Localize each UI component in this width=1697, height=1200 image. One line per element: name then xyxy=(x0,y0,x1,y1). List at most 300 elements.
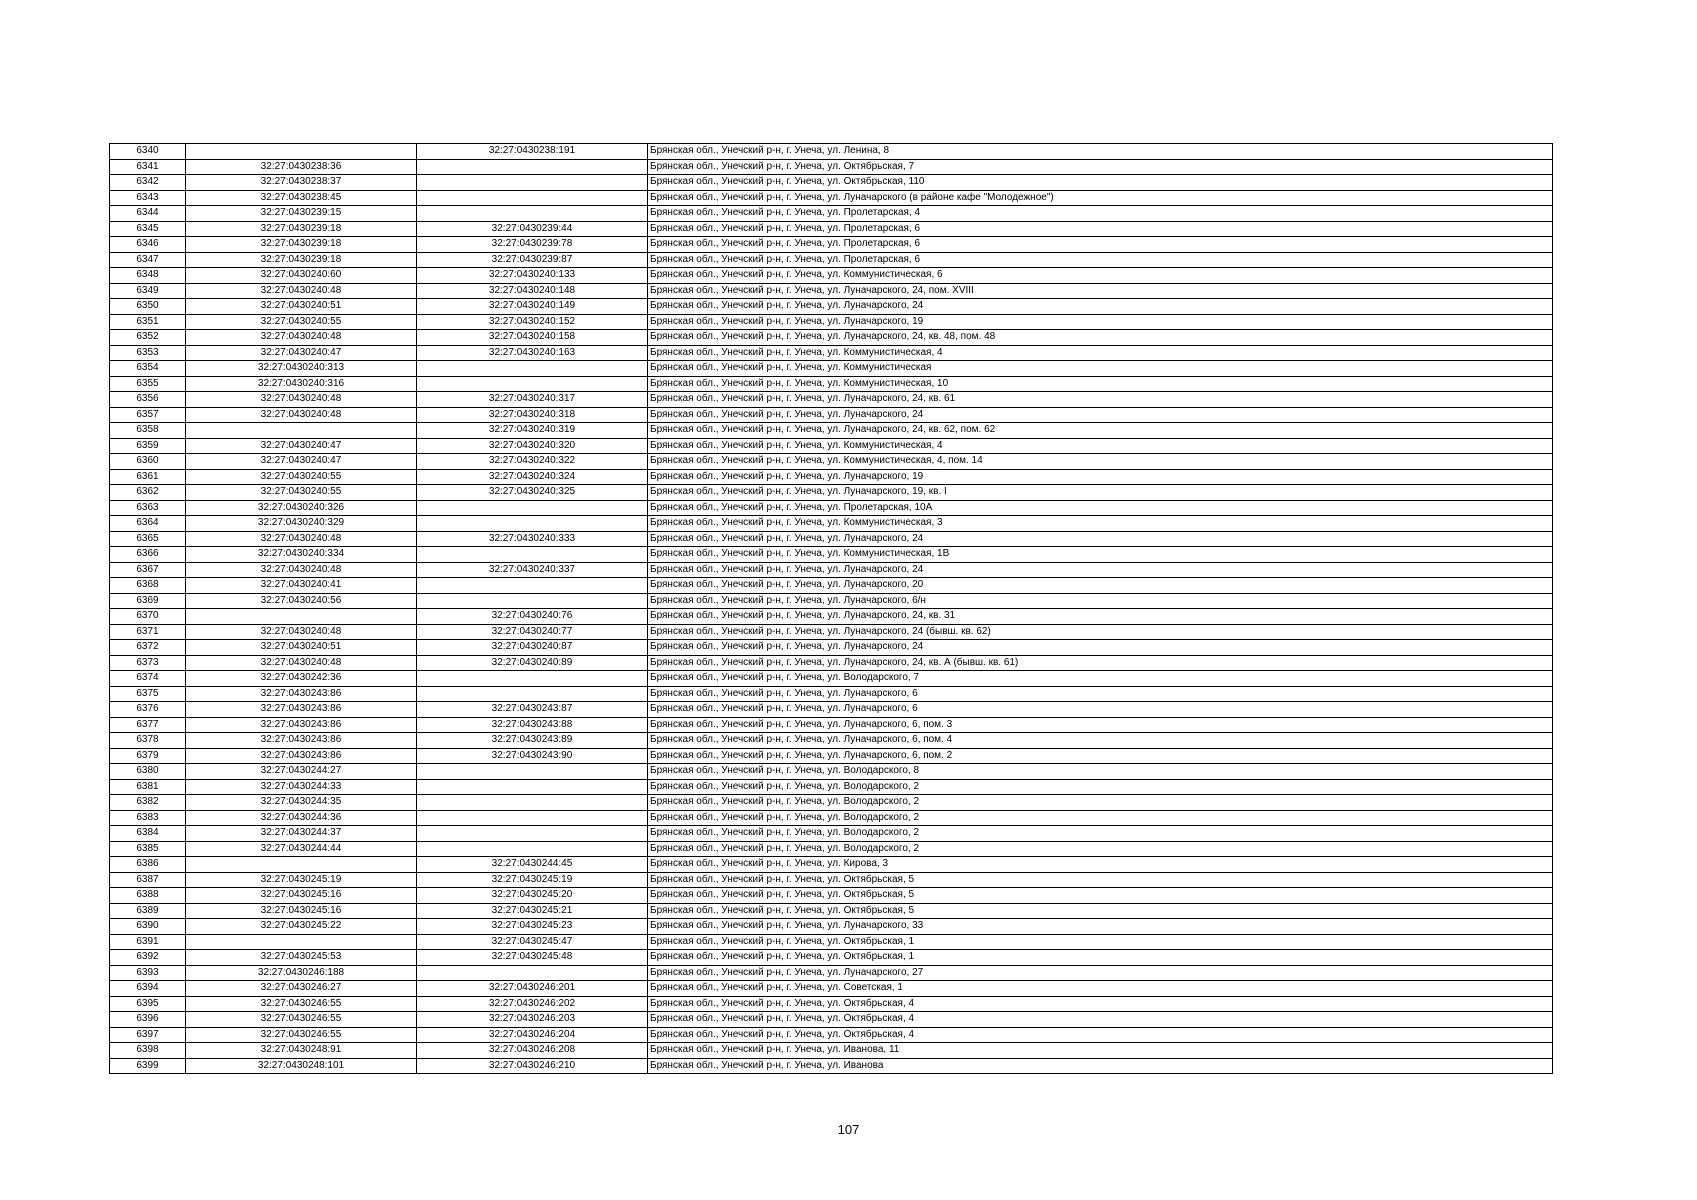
table-row xyxy=(110,1012,1553,1028)
address-cell: Брянская обл., Унечский р-н, г. Унеча, ул. Луначарского, 24, пом. XVIII xyxy=(648,283,1553,299)
cadastral-number-cell: 32:27:0430244:33 xyxy=(186,779,417,795)
cadastral-number-cell: 32:27:0430239:18 xyxy=(186,237,417,253)
cadastral-number-cell: 32:27:0430239:15 xyxy=(186,206,417,222)
table-row xyxy=(110,624,1553,640)
object-cadastral-number-cell xyxy=(417,764,648,780)
table-row xyxy=(110,206,1553,222)
row-number-cell: 6389 xyxy=(110,903,186,919)
object-cadastral-number-cell: 32:27:0430240:163 xyxy=(417,345,648,361)
object-cadastral-number-cell xyxy=(417,516,648,532)
cadastral-number-cell: 32:27:0430243:86 xyxy=(186,686,417,702)
row-number-cell: 6352 xyxy=(110,330,186,346)
object-cadastral-number-cell xyxy=(417,671,648,687)
row-number-cell: 6359 xyxy=(110,438,186,454)
object-cadastral-number-cell: 32:27:0430240:77 xyxy=(417,624,648,640)
row-number-cell: 6383 xyxy=(110,810,186,826)
address-cell: Брянская обл., Унечский р-н, г. Унеча, ул. Пролетарская, 4 xyxy=(648,206,1553,222)
row-number-cell: 6391 xyxy=(110,934,186,950)
row-number-cell: 6398 xyxy=(110,1043,186,1059)
address-cell: Брянская обл., Унечский р-н, г. Унеча, ул. Октябрьская, 1 xyxy=(648,934,1553,950)
address-cell: Брянская обл., Унечский р-н, г. Унеча, ул. Октябрьская, 5 xyxy=(648,872,1553,888)
address-cell: Брянская обл., Унечский р-н, г. Унеча, ул. Луначарского, 24, кв. А (бывш. кв. 61) xyxy=(648,655,1553,671)
object-cadastral-number-cell: 32:27:0430243:89 xyxy=(417,733,648,749)
cadastral-number-cell: 32:27:0430243:86 xyxy=(186,748,417,764)
address-cell: Брянская обл., Унечский р-н, г. Унеча, ул. Володарского, 2 xyxy=(648,779,1553,795)
cadastral-number-cell: 32:27:0430238:45 xyxy=(186,190,417,206)
table-row xyxy=(110,562,1553,578)
row-number-cell: 6376 xyxy=(110,702,186,718)
cadastral-number-cell: 32:27:0430240:51 xyxy=(186,299,417,315)
object-cadastral-number-cell: 32:27:0430240:87 xyxy=(417,640,648,656)
address-cell: Брянская обл., Унечский р-н, г. Унеча, ул. Пролетарская, 10А xyxy=(648,500,1553,516)
row-number-cell: 6350 xyxy=(110,299,186,315)
table-row xyxy=(110,795,1553,811)
table-row xyxy=(110,268,1553,284)
address-cell: Брянская обл., Унечский р-н, г. Унеча, ул. Октябрьская, 1 xyxy=(648,950,1553,966)
address-cell: Брянская обл., Унечский р-н, г. Унеча, ул. Октябрьская, 7 xyxy=(648,159,1553,175)
row-number-cell: 6381 xyxy=(110,779,186,795)
object-cadastral-number-cell xyxy=(417,578,648,594)
row-number-cell: 6384 xyxy=(110,826,186,842)
object-cadastral-number-cell: 32:27:0430246:202 xyxy=(417,996,648,1012)
address-cell: Брянская обл., Унечский р-н, г. Унеча, ул. Луначарского, 19, кв. I xyxy=(648,485,1553,501)
object-cadastral-number-cell: 32:27:0430240:322 xyxy=(417,454,648,470)
object-cadastral-number-cell: 32:27:0430245:21 xyxy=(417,903,648,919)
table-row xyxy=(110,593,1553,609)
row-number-cell: 6394 xyxy=(110,981,186,997)
cadastral-number-cell: 32:27:0430240:51 xyxy=(186,640,417,656)
cadastral-number-cell: 32:27:0430240:326 xyxy=(186,500,417,516)
address-cell: Брянская обл., Унечский р-н, г. Унеча, ул. Коммунистическая, 4 xyxy=(648,345,1553,361)
address-cell: Брянская обл., Унечский р-н, г. Унеча, ул. Октябрьская, 5 xyxy=(648,888,1553,904)
object-cadastral-number-cell xyxy=(417,593,648,609)
object-cadastral-number-cell: 32:27:0430240:318 xyxy=(417,407,648,423)
cadastral-number-cell: 32:27:0430240:313 xyxy=(186,361,417,377)
object-cadastral-number-cell: 32:27:0430246:203 xyxy=(417,1012,648,1028)
table-row xyxy=(110,221,1553,237)
row-number-cell: 6344 xyxy=(110,206,186,222)
object-cadastral-number-cell xyxy=(417,361,648,377)
cadastral-number-cell: 32:27:0430240:47 xyxy=(186,454,417,470)
address-cell: Брянская обл., Унечский р-н, г. Унеча, ул. Пролетарская, 6 xyxy=(648,237,1553,253)
row-number-cell: 6340 xyxy=(110,144,186,160)
table-row xyxy=(110,314,1553,330)
row-number-cell: 6399 xyxy=(110,1058,186,1074)
table-row xyxy=(110,438,1553,454)
address-cell: Брянская обл., Унечский р-н, г. Унеча, ул. Кирова, 3 xyxy=(648,857,1553,873)
object-cadastral-number-cell: 32:27:0430244:45 xyxy=(417,857,648,873)
object-cadastral-number-cell: 32:27:0430243:87 xyxy=(417,702,648,718)
cadastral-number-cell: 32:27:0430246:55 xyxy=(186,1027,417,1043)
table-row xyxy=(110,237,1553,253)
object-cadastral-number-cell xyxy=(417,826,648,842)
cadastral-number-cell: 32:27:0430244:27 xyxy=(186,764,417,780)
cadastral-number-cell: 32:27:0430245:16 xyxy=(186,903,417,919)
address-cell: Брянская обл., Унечский р-н, г. Унеча, ул. Луначарского, 20 xyxy=(648,578,1553,594)
table-row xyxy=(110,175,1553,191)
table-row xyxy=(110,1058,1553,1074)
address-cell: Брянская обл., Унечский р-н, г. Унеча, ул. Луначарского, 24, кв. 48, пом. 48 xyxy=(648,330,1553,346)
row-number-cell: 6377 xyxy=(110,717,186,733)
cadastral-number-cell: 32:27:0430243:86 xyxy=(186,733,417,749)
table-row xyxy=(110,810,1553,826)
address-cell: Брянская обл., Унечский р-н, г. Унеча, ул. Луначарского, 6, пом. 3 xyxy=(648,717,1553,733)
object-cadastral-number-cell: 32:27:0430240:320 xyxy=(417,438,648,454)
table-row xyxy=(110,345,1553,361)
row-number-cell: 6386 xyxy=(110,857,186,873)
table-row xyxy=(110,516,1553,532)
cadastral-number-cell: 32:27:0430245:19 xyxy=(186,872,417,888)
row-number-cell: 6347 xyxy=(110,252,186,268)
object-cadastral-number-cell xyxy=(417,376,648,392)
cadastral-number-cell: 32:27:0430240:48 xyxy=(186,562,417,578)
cadastral-number-cell xyxy=(186,144,417,160)
cadastral-number-cell xyxy=(186,609,417,625)
object-cadastral-number-cell: 32:27:0430240:333 xyxy=(417,531,648,547)
object-cadastral-number-cell: 32:27:0430240:89 xyxy=(417,655,648,671)
row-number-cell: 6387 xyxy=(110,872,186,888)
address-cell: Брянская обл., Унечский р-н, г. Унеча, ул. Пролетарская, 6 xyxy=(648,221,1553,237)
cadastral-number-cell: 32:27:0430245:22 xyxy=(186,919,417,935)
row-number-cell: 6361 xyxy=(110,469,186,485)
address-cell: Брянская обл., Унечский р-н, г. Унеча, ул. Луначарского, 24 xyxy=(648,531,1553,547)
table-row xyxy=(110,361,1553,377)
object-cadastral-number-cell: 32:27:0430239:44 xyxy=(417,221,648,237)
address-cell: Брянская обл., Унечский р-н, г. Унеча, ул. Луначарского, 6 xyxy=(648,702,1553,718)
row-number-cell: 6379 xyxy=(110,748,186,764)
table-row xyxy=(110,407,1553,423)
cadastral-number-cell: 32:27:0430246:188 xyxy=(186,965,417,981)
object-cadastral-number-cell: 32:27:0430245:23 xyxy=(417,919,648,935)
row-number-cell: 6373 xyxy=(110,655,186,671)
address-cell: Брянская обл., Унечский р-н, г. Унеча, ул. Пролетарская, 6 xyxy=(648,252,1553,268)
object-cadastral-number-cell: 32:27:0430240:337 xyxy=(417,562,648,578)
table-row xyxy=(110,733,1553,749)
cadastral-number-cell: 32:27:0430240:329 xyxy=(186,516,417,532)
cadastral-number-cell: 32:27:0430239:18 xyxy=(186,221,417,237)
cadastral-number-cell: 32:27:0430240:48 xyxy=(186,283,417,299)
table-row xyxy=(110,578,1553,594)
object-cadastral-number-cell: 32:27:0430239:87 xyxy=(417,252,648,268)
object-cadastral-number-cell xyxy=(417,965,648,981)
table-row xyxy=(110,283,1553,299)
cadastral-number-cell: 32:27:0430240:48 xyxy=(186,330,417,346)
table-row xyxy=(110,857,1553,873)
address-cell: Брянская обл., Унечский р-н, г. Унеча, ул. Луначарского, 24 (бывш. кв. 62) xyxy=(648,624,1553,640)
table-row xyxy=(110,252,1553,268)
cadastral-number-cell: 32:27:0430242:36 xyxy=(186,671,417,687)
cadastral-number-cell: 32:27:0430240:48 xyxy=(186,531,417,547)
cadastral-number-cell: 32:27:0430240:60 xyxy=(186,268,417,284)
row-number-cell: 6353 xyxy=(110,345,186,361)
row-number-cell: 6374 xyxy=(110,671,186,687)
row-number-cell: 6345 xyxy=(110,221,186,237)
table-row xyxy=(110,934,1553,950)
row-number-cell: 6357 xyxy=(110,407,186,423)
table-row xyxy=(110,686,1553,702)
row-number-cell: 6354 xyxy=(110,361,186,377)
table-row xyxy=(110,996,1553,1012)
table-row xyxy=(110,826,1553,842)
address-cell: Брянская обл., Унечский р-н, г. Унеча, ул. Октябрьская, 5 xyxy=(648,903,1553,919)
cadastral-number-cell: 32:27:0430244:36 xyxy=(186,810,417,826)
address-cell: Брянская обл., Унечский р-н, г. Унеча, ул. Луначарского, 6/н xyxy=(648,593,1553,609)
object-cadastral-number-cell: 32:27:0430240:148 xyxy=(417,283,648,299)
address-cell: Брянская обл., Унечский р-н, г. Унеча, ул. Октябрьская, 4 xyxy=(648,1012,1553,1028)
row-number-cell: 6348 xyxy=(110,268,186,284)
cadastral-number-cell: 32:27:0430240:55 xyxy=(186,485,417,501)
row-number-cell: 6364 xyxy=(110,516,186,532)
table-row xyxy=(110,609,1553,625)
cadastral-number-cell: 32:27:0430246:55 xyxy=(186,996,417,1012)
object-cadastral-number-cell: 32:27:0430243:90 xyxy=(417,748,648,764)
row-number-cell: 6375 xyxy=(110,686,186,702)
table-row xyxy=(110,144,1553,160)
address-cell: Брянская обл., Унечский р-н, г. Унеча, ул. Луначарского, 19 xyxy=(648,314,1553,330)
address-cell: Брянская обл., Унечский р-н, г. Унеча, ул. Луначарского, 24, кв. 31 xyxy=(648,609,1553,625)
address-cell: Брянская обл., Унечский р-н, г. Унеча, ул. Луначарского, 6 xyxy=(648,686,1553,702)
object-cadastral-number-cell xyxy=(417,810,648,826)
object-cadastral-number-cell: 32:27:0430243:88 xyxy=(417,717,648,733)
object-cadastral-number-cell xyxy=(417,190,648,206)
row-number-cell: 6363 xyxy=(110,500,186,516)
cadastral-number-cell: 32:27:0430243:86 xyxy=(186,717,417,733)
object-cadastral-number-cell: 32:27:0430240:317 xyxy=(417,392,648,408)
table-row xyxy=(110,190,1553,206)
table-row xyxy=(110,500,1553,516)
cadastral-number-cell: 32:27:0430240:48 xyxy=(186,392,417,408)
address-cell: Брянская обл., Унечский р-н, г. Унеча, ул. Луначарского, 33 xyxy=(648,919,1553,935)
row-number-cell: 6372 xyxy=(110,640,186,656)
address-cell: Брянская обл., Унечский р-н, г. Унеча, ул. Володарского, 2 xyxy=(648,841,1553,857)
row-number-cell: 6367 xyxy=(110,562,186,578)
table-row xyxy=(110,640,1553,656)
table-row xyxy=(110,1043,1553,1059)
object-cadastral-number-cell: 32:27:0430246:201 xyxy=(417,981,648,997)
address-cell: Брянская обл., Унечский р-н, г. Унеча, ул. Володарского, 2 xyxy=(648,795,1553,811)
object-cadastral-number-cell: 32:27:0430240:158 xyxy=(417,330,648,346)
table-row xyxy=(110,981,1553,997)
object-cadastral-number-cell: 32:27:0430238:191 xyxy=(417,144,648,160)
cadastral-number-cell: 32:27:0430240:48 xyxy=(186,655,417,671)
row-number-cell: 6346 xyxy=(110,237,186,253)
table-row xyxy=(110,702,1553,718)
cadastral-number-cell xyxy=(186,934,417,950)
cadastral-number-cell: 32:27:0430244:44 xyxy=(186,841,417,857)
table-row xyxy=(110,903,1553,919)
row-number-cell: 6396 xyxy=(110,1012,186,1028)
cadastral-number-cell: 32:27:0430240:41 xyxy=(186,578,417,594)
cadastral-number-cell: 32:27:0430240:48 xyxy=(186,407,417,423)
row-number-cell: 6371 xyxy=(110,624,186,640)
address-cell: Брянская обл., Унечский р-н, г. Унеча, ул. Луначарского, 27 xyxy=(648,965,1553,981)
address-cell: Брянская обл., Унечский р-н, г. Унеча, ул. Луначарского, 24 xyxy=(648,299,1553,315)
row-number-cell: 6395 xyxy=(110,996,186,1012)
row-number-cell: 6382 xyxy=(110,795,186,811)
row-number-cell: 6355 xyxy=(110,376,186,392)
cadastral-number-cell: 32:27:0430248:91 xyxy=(186,1043,417,1059)
cadastral-number-cell: 32:27:0430239:18 xyxy=(186,252,417,268)
address-cell: Брянская обл., Унечский р-н, г. Унеча, ул. Октябрьская, 4 xyxy=(648,1027,1553,1043)
cadastral-number-cell: 32:27:0430245:53 xyxy=(186,950,417,966)
table-row xyxy=(110,330,1553,346)
registry-table-body xyxy=(110,144,1553,1074)
row-number-cell: 6343 xyxy=(110,190,186,206)
address-cell: Брянская обл., Унечский р-н, г. Унеча, ул. Коммунистическая, 6 xyxy=(648,268,1553,284)
table-row xyxy=(110,872,1553,888)
cadastral-number-cell xyxy=(186,857,417,873)
address-cell: Брянская обл., Унечский р-н, г. Унеча, ул. Октябрьская, 4 xyxy=(648,996,1553,1012)
table-row xyxy=(110,423,1553,439)
table-row xyxy=(110,655,1553,671)
object-cadastral-number-cell xyxy=(417,686,648,702)
row-number-cell: 6341 xyxy=(110,159,186,175)
address-cell: Брянская обл., Унечский р-н, г. Унеча, ул. Володарского, 2 xyxy=(648,826,1553,842)
address-cell: Брянская обл., Унечский р-н, г. Унеча, ул. Коммунистическая, 4 xyxy=(648,438,1553,454)
table-row xyxy=(110,888,1553,904)
object-cadastral-number-cell: 32:27:0430240:319 xyxy=(417,423,648,439)
cadastral-number-cell: 32:27:0430245:16 xyxy=(186,888,417,904)
row-number-cell: 6362 xyxy=(110,485,186,501)
address-cell: Брянская обл., Унечский р-н, г. Унеча, ул. Коммунистическая, 10 xyxy=(648,376,1553,392)
object-cadastral-number-cell: 32:27:0430240:325 xyxy=(417,485,648,501)
row-number-cell: 6378 xyxy=(110,733,186,749)
cadastral-number-cell: 32:27:0430246:55 xyxy=(186,1012,417,1028)
address-cell: Брянская обл., Унечский р-н, г. Унеча, ул. Луначарского, 19 xyxy=(648,469,1553,485)
cadastral-number-cell: 32:27:0430243:86 xyxy=(186,702,417,718)
address-cell: Брянская обл., Унечский р-н, г. Унеча, ул. Володарского, 8 xyxy=(648,764,1553,780)
address-cell: Брянская обл., Унечский р-н, г. Унеча, ул. Володарского, 7 xyxy=(648,671,1553,687)
cadastral-number-cell: 32:27:0430248:101 xyxy=(186,1058,417,1074)
cadastral-number-cell: 32:27:0430240:55 xyxy=(186,469,417,485)
cadastral-number-cell: 32:27:0430240:47 xyxy=(186,345,417,361)
table-row xyxy=(110,376,1553,392)
registry-table xyxy=(109,143,1553,1074)
table-row xyxy=(110,965,1553,981)
cadastral-number-cell: 32:27:0430246:27 xyxy=(186,981,417,997)
address-cell: Брянская обл., Унечский р-н, г. Унеча, ул. Луначарского, 6, пом. 2 xyxy=(648,748,1553,764)
row-number-cell: 6356 xyxy=(110,392,186,408)
row-number-cell: 6365 xyxy=(110,531,186,547)
object-cadastral-number-cell: 32:27:0430246:208 xyxy=(417,1043,648,1059)
address-cell: Брянская обл., Унечский р-н, г. Унеча, ул. Иванова xyxy=(648,1058,1553,1074)
object-cadastral-number-cell: 32:27:0430240:324 xyxy=(417,469,648,485)
address-cell: Брянская обл., Унечский р-н, г. Унеча, ул. Луначарского, 24, кв. 62, пом. 62 xyxy=(648,423,1553,439)
object-cadastral-number-cell xyxy=(417,841,648,857)
row-number-cell: 6351 xyxy=(110,314,186,330)
address-cell: Брянская обл., Унечский р-н, г. Унеча, ул. Володарского, 2 xyxy=(648,810,1553,826)
object-cadastral-number-cell xyxy=(417,779,648,795)
cadastral-number-cell: 32:27:0430244:37 xyxy=(186,826,417,842)
row-number-cell: 6390 xyxy=(110,919,186,935)
row-number-cell: 6366 xyxy=(110,547,186,563)
cadastral-number-cell: 32:27:0430240:48 xyxy=(186,624,417,640)
cadastral-number-cell: 32:27:0430240:55 xyxy=(186,314,417,330)
cadastral-number-cell: 32:27:0430238:36 xyxy=(186,159,417,175)
object-cadastral-number-cell: 32:27:0430245:48 xyxy=(417,950,648,966)
address-cell: Брянская обл., Унечский р-н, г. Унеча, ул. Октябрьская, 110 xyxy=(648,175,1553,191)
table-row xyxy=(110,485,1553,501)
object-cadastral-number-cell: 32:27:0430240:76 xyxy=(417,609,648,625)
table-row xyxy=(110,671,1553,687)
address-cell: Брянская обл., Унечский р-н, г. Унеча, ул. Луначарского, 24 xyxy=(648,407,1553,423)
address-cell: Брянская обл., Унечский р-н, г. Унеча, ул. Ленина, 8 xyxy=(648,144,1553,160)
table-row xyxy=(110,919,1553,935)
object-cadastral-number-cell: 32:27:0430246:204 xyxy=(417,1027,648,1043)
table-row xyxy=(110,159,1553,175)
table-row xyxy=(110,779,1553,795)
table-row xyxy=(110,841,1553,857)
table-row xyxy=(110,764,1553,780)
table-row xyxy=(110,454,1553,470)
table-row xyxy=(110,392,1553,408)
cadastral-number-cell: 32:27:0430240:334 xyxy=(186,547,417,563)
object-cadastral-number-cell xyxy=(417,159,648,175)
object-cadastral-number-cell xyxy=(417,206,648,222)
address-cell: Брянская обл., Унечский р-н, г. Унеча, ул. Иванова, 11 xyxy=(648,1043,1553,1059)
object-cadastral-number-cell: 32:27:0430245:20 xyxy=(417,888,648,904)
row-number-cell: 6385 xyxy=(110,841,186,857)
cadastral-number-cell: 32:27:0430244:35 xyxy=(186,795,417,811)
row-number-cell: 6388 xyxy=(110,888,186,904)
cadastral-number-cell: 32:27:0430240:316 xyxy=(186,376,417,392)
row-number-cell: 6397 xyxy=(110,1027,186,1043)
page-number: 107 xyxy=(837,1122,860,1137)
table-row xyxy=(110,299,1553,315)
object-cadastral-number-cell: 32:27:0430245:47 xyxy=(417,934,648,950)
object-cadastral-number-cell: 32:27:0430246:210 xyxy=(417,1058,648,1074)
cadastral-number-cell: 32:27:0430240:56 xyxy=(186,593,417,609)
table-row xyxy=(110,1027,1553,1043)
object-cadastral-number-cell: 32:27:0430240:152 xyxy=(417,314,648,330)
address-cell: Брянская обл., Унечский р-н, г. Унеча, ул. Луначарского, 6, пом. 4 xyxy=(648,733,1553,749)
table-row xyxy=(110,717,1553,733)
address-cell: Брянская обл., Унечский р-н, г. Унеча, ул. Советская, 1 xyxy=(648,981,1553,997)
object-cadastral-number-cell: 32:27:0430240:133 xyxy=(417,268,648,284)
object-cadastral-number-cell: 32:27:0430245:19 xyxy=(417,872,648,888)
row-number-cell: 6349 xyxy=(110,283,186,299)
address-cell: Брянская обл., Унечский р-н, г. Унеча, ул. Коммунистическая, 4, пом. 14 xyxy=(648,454,1553,470)
row-number-cell: 6393 xyxy=(110,965,186,981)
cadastral-number-cell xyxy=(186,423,417,439)
row-number-cell: 6358 xyxy=(110,423,186,439)
address-cell: Брянская обл., Унечский р-н, г. Унеча, ул. Луначарского, 24, кв. 61 xyxy=(648,392,1553,408)
object-cadastral-number-cell xyxy=(417,175,648,191)
table-row xyxy=(110,950,1553,966)
row-number-cell: 6369 xyxy=(110,593,186,609)
row-number-cell: 6360 xyxy=(110,454,186,470)
cadastral-number-cell: 32:27:0430238:37 xyxy=(186,175,417,191)
row-number-cell: 6392 xyxy=(110,950,186,966)
row-number-cell: 6370 xyxy=(110,609,186,625)
table-row xyxy=(110,547,1553,563)
row-number-cell: 6342 xyxy=(110,175,186,191)
cadastral-number-cell: 32:27:0430240:47 xyxy=(186,438,417,454)
address-cell: Брянская обл., Унечский р-н, г. Унеча, ул. Коммунистическая, 3 xyxy=(648,516,1553,532)
table-row xyxy=(110,469,1553,485)
row-number-cell: 6380 xyxy=(110,764,186,780)
address-cell: Брянская обл., Унечский р-н, г. Унеча, ул. Коммунистическая, 1В xyxy=(648,547,1553,563)
address-cell: Брянская обл., Унечский р-н, г. Унеча, ул. Коммунистическая xyxy=(648,361,1553,377)
address-cell: Брянская обл., Унечский р-н, г. Унеча, ул. Луначарского (в районе кафе "Молодежное") xyxy=(648,190,1553,206)
address-cell: Брянская обл., Унечский р-н, г. Унеча, ул. Луначарского, 24 xyxy=(648,562,1553,578)
object-cadastral-number-cell xyxy=(417,795,648,811)
address-cell: Брянская обл., Унечский р-н, г. Унеча, ул. Луначарского, 24 xyxy=(648,640,1553,656)
object-cadastral-number-cell: 32:27:0430240:149 xyxy=(417,299,648,315)
table-row xyxy=(110,748,1553,764)
row-number-cell: 6368 xyxy=(110,578,186,594)
object-cadastral-number-cell xyxy=(417,500,648,516)
